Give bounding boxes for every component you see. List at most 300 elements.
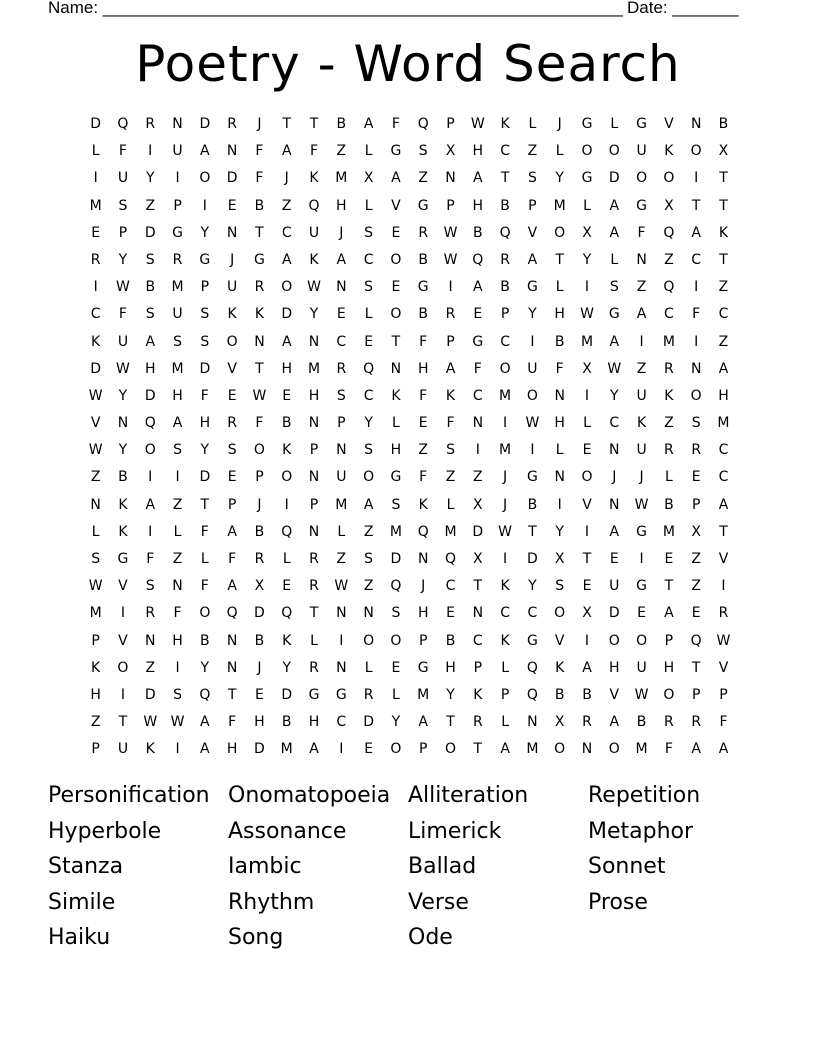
- grid-letter: D: [281, 686, 293, 703]
- grid-letter: A: [473, 170, 483, 187]
- grid-letter: R: [718, 605, 729, 622]
- grid-letter: D: [90, 116, 102, 132]
- grid-letter: A: [227, 523, 237, 540]
- grid-letter: E: [91, 224, 101, 241]
- grid-letter: D: [226, 170, 238, 187]
- grid-letter: R: [172, 251, 183, 268]
- grid-letter: A: [664, 605, 674, 622]
- grid-letter: T: [500, 170, 510, 187]
- grid-letter: S: [145, 306, 155, 323]
- grid-letter: Z: [172, 551, 183, 567]
- grid-letter: K: [664, 143, 674, 160]
- grid-letter: T: [309, 116, 319, 132]
- grid-letter: A: [145, 496, 156, 513]
- grid-letter: N: [308, 415, 320, 432]
- grid-letter: E: [364, 741, 374, 758]
- grid-letter: B: [200, 632, 210, 649]
- grid-letter: R: [691, 442, 702, 459]
- grid-letter: T: [255, 224, 264, 241]
- grid-letter: D: [90, 360, 102, 377]
- grid-letter: X: [718, 143, 729, 160]
- grid-letter: I: [503, 551, 508, 567]
- grid-letter: Q: [117, 116, 129, 132]
- grid-letter: E: [691, 469, 701, 486]
- grid-letter: Y: [528, 306, 537, 323]
- grid-letter: L: [501, 659, 509, 676]
- grid-letter: I: [530, 442, 535, 459]
- grid-letter: E: [364, 333, 374, 350]
- grid-letter: F: [419, 387, 428, 404]
- grid-letter: Z: [363, 578, 374, 595]
- word-list-item: Haiku: [48, 925, 111, 951]
- grid-letter: B: [254, 523, 265, 540]
- grid-letter: T: [446, 714, 455, 731]
- grid-letter: A: [500, 741, 510, 758]
- grid-letter: Y: [200, 442, 210, 459]
- grid-letter: O: [363, 469, 375, 486]
- grid-letter: L: [664, 469, 673, 486]
- grid-letter: V: [227, 360, 237, 377]
- grid-letter: Z: [664, 415, 674, 432]
- grid-letter: A: [200, 143, 210, 160]
- grid-letter: B: [664, 496, 674, 513]
- grid-letter: V: [118, 578, 128, 595]
- grid-letter: C: [500, 333, 510, 350]
- grid-letter: Y: [364, 415, 373, 432]
- grid-letter: L: [364, 659, 373, 676]
- grid-letter: Q: [363, 360, 375, 377]
- grid-letter: K: [418, 496, 428, 513]
- grid-letter: J: [339, 224, 344, 241]
- grid-letter: F: [446, 415, 455, 432]
- grid-letter: N: [226, 632, 238, 649]
- grid-letter: J: [639, 469, 644, 486]
- grid-letter: G: [254, 251, 265, 268]
- grid-letter: S: [173, 442, 182, 459]
- grid-letter: T: [391, 333, 401, 350]
- grid-letter: F: [664, 741, 673, 758]
- grid-letter: S: [145, 251, 155, 268]
- grid-letter: U: [527, 360, 538, 377]
- grid-letter: P: [337, 415, 346, 432]
- grid-letter: N: [308, 333, 320, 350]
- grid-letter: B: [554, 333, 565, 350]
- grid-letter: L: [337, 523, 346, 540]
- grid-letter: O: [690, 143, 702, 160]
- grid-letter: O: [199, 170, 211, 187]
- grid-letter: D: [199, 360, 211, 377]
- grid-letter: Q: [308, 197, 320, 214]
- grid-letter: A: [718, 741, 729, 758]
- grid-letter: P: [664, 632, 674, 649]
- grid-letter: J: [284, 170, 289, 187]
- grid-letter: A: [172, 415, 183, 432]
- grid-letter: R: [309, 551, 319, 567]
- grid-letter: V: [718, 659, 729, 676]
- grid-letter: T: [719, 251, 728, 268]
- word-list-item: Stanza: [48, 854, 124, 880]
- grid-letter: T: [118, 714, 128, 731]
- grid-letter: W: [88, 442, 103, 459]
- grid-letter: B: [500, 279, 510, 296]
- grid-letter: H: [281, 360, 292, 377]
- grid-letter: Q: [226, 605, 238, 622]
- grid-letter: X: [582, 224, 592, 241]
- grid-letter: F: [200, 578, 209, 595]
- grid-letter: E: [282, 387, 292, 404]
- grid-letter: A: [718, 360, 729, 377]
- grid-letter: T: [555, 251, 564, 268]
- grid-letter: A: [691, 224, 701, 241]
- grid-letter: K: [664, 387, 674, 404]
- grid-letter: G: [390, 469, 402, 486]
- grid-letter: O: [581, 469, 593, 486]
- grid-letter: Z: [473, 469, 483, 486]
- grid-letter: G: [636, 523, 648, 540]
- grid-letter: K: [282, 632, 292, 649]
- grid-letter: K: [718, 224, 729, 241]
- grid-letter: E: [227, 387, 237, 404]
- grid-letter: W: [116, 360, 130, 377]
- grid-letter: Q: [390, 578, 402, 595]
- grid-letter: C: [281, 224, 292, 241]
- grid-letter: L: [555, 442, 564, 459]
- grid-letter: I: [284, 496, 289, 513]
- grid-letter: D: [144, 387, 156, 404]
- grid-letter: K: [91, 659, 101, 676]
- grid-letter: D: [254, 605, 265, 622]
- grid-letter: O: [554, 224, 566, 241]
- grid-letter: E: [418, 415, 428, 432]
- grid-letter: W: [580, 306, 594, 323]
- grid-letter: R: [418, 224, 429, 241]
- grid-letter: K: [118, 523, 128, 540]
- grid-letter: T: [473, 578, 483, 595]
- grid-letter: L: [392, 415, 400, 432]
- grid-letter: M: [280, 741, 293, 758]
- grid-letter: H: [172, 632, 183, 649]
- grid-letter: C: [718, 469, 729, 486]
- grid-letter: U: [172, 306, 183, 323]
- grid-letter: P: [91, 632, 100, 649]
- grid-letter: K: [254, 306, 265, 323]
- grid-letter: I: [148, 469, 153, 486]
- grid-letter: W: [334, 578, 349, 595]
- grid-letter: E: [227, 197, 237, 214]
- grid-letter: L: [610, 251, 619, 268]
- grid-letter: H: [199, 415, 211, 432]
- name-field-line: Name: _______________________________________________________: [48, 0, 623, 17]
- grid-letter: E: [473, 306, 483, 323]
- grid-letter: S: [200, 306, 210, 323]
- word-list-item: Song: [228, 925, 284, 951]
- grid-letter: Q: [199, 686, 211, 703]
- grid-letter: Z: [336, 551, 347, 567]
- grid-letter: C: [363, 251, 374, 268]
- grid-letter: N: [336, 442, 347, 459]
- grid-letter: H: [144, 360, 156, 377]
- grid-letter: V: [609, 686, 620, 703]
- grid-letter: G: [581, 116, 593, 132]
- grid-letter: I: [694, 279, 699, 296]
- grid-letter: R: [227, 415, 237, 432]
- grid-letter: N: [336, 605, 347, 622]
- grid-letter: A: [281, 143, 292, 160]
- grid-letter: R: [227, 116, 237, 132]
- grid-letter: V: [391, 197, 401, 214]
- grid-letter: V: [718, 551, 729, 567]
- grid-letter: G: [417, 279, 429, 296]
- grid-letter: F: [719, 714, 728, 731]
- grid-letter: K: [309, 251, 319, 268]
- grid-letter: Y: [528, 578, 537, 595]
- word-list-item: Personification: [48, 783, 210, 808]
- grid-letter: I: [694, 170, 699, 187]
- grid-letter: O: [608, 741, 620, 758]
- grid-letter: I: [448, 279, 453, 296]
- grid-letter: T: [309, 605, 319, 622]
- word-list-item: Metaphor: [588, 818, 694, 844]
- grid-letter: S: [364, 442, 374, 459]
- grid-letter: S: [227, 442, 237, 459]
- grid-letter: G: [526, 469, 538, 486]
- grid-letter: D: [144, 224, 156, 241]
- grid-letter: C: [691, 251, 702, 268]
- grid-letter: A: [281, 251, 292, 268]
- grid-letter: I: [557, 496, 562, 513]
- grid-letter: D: [363, 714, 374, 731]
- grid-letter: E: [227, 469, 237, 486]
- grid-letter: R: [254, 279, 265, 296]
- grid-letter: X: [582, 605, 592, 622]
- grid-letter: A: [609, 197, 620, 214]
- grid-letter: R: [254, 551, 265, 567]
- grid-letter: P: [309, 442, 319, 459]
- grid-letter: A: [582, 659, 592, 676]
- grid-letter: T: [582, 551, 592, 567]
- grid-letter: P: [446, 333, 455, 350]
- grid-letter: A: [473, 279, 483, 296]
- grid-letter: P: [500, 306, 510, 323]
- grid-letter: G: [417, 197, 429, 214]
- grid-letter: F: [255, 415, 264, 432]
- grid-letter: V: [664, 116, 674, 132]
- grid-letter: N: [363, 605, 374, 622]
- grid-letter: J: [421, 578, 426, 595]
- grid-letter: I: [175, 469, 180, 486]
- grid-letter: O: [554, 605, 566, 622]
- grid-letter: N: [636, 251, 647, 268]
- grid-letter: O: [226, 333, 238, 350]
- grid-letter: I: [175, 170, 180, 187]
- grid-letter: O: [444, 741, 457, 758]
- grid-letter: M: [417, 686, 430, 703]
- grid-letter: R: [664, 714, 674, 731]
- grid-letter: N: [472, 415, 484, 432]
- grid-letter: U: [636, 143, 647, 160]
- grid-letter: C: [363, 387, 374, 404]
- grid-letter: L: [91, 143, 100, 160]
- grid-letter: S: [391, 496, 401, 513]
- grid-letter: S: [418, 143, 428, 160]
- grid-letter: L: [610, 116, 619, 132]
- grid-letter: U: [636, 387, 647, 404]
- grid-letter: E: [391, 659, 401, 676]
- grid-letter: T: [227, 686, 237, 703]
- grid-letter: J: [230, 251, 235, 268]
- grid-letter: J: [557, 116, 562, 132]
- grid-letter: L: [364, 306, 373, 323]
- grid-letter: K: [500, 632, 510, 649]
- grid-letter: Z: [418, 170, 428, 187]
- grid-letter: O: [390, 632, 402, 649]
- grid-letter: Z: [718, 279, 729, 296]
- grid-letter: K: [227, 306, 237, 323]
- grid-letter: A: [309, 741, 319, 758]
- grid-letter: M: [89, 197, 102, 214]
- grid-letter: L: [200, 551, 209, 567]
- grid-letter: I: [694, 333, 699, 350]
- grid-letter: M: [526, 741, 539, 758]
- grid-letter: H: [554, 415, 565, 432]
- grid-letter: F: [118, 306, 127, 323]
- grid-letter: Y: [446, 686, 455, 703]
- grid-letter: I: [584, 632, 590, 649]
- grid-letter: Z: [445, 469, 456, 486]
- grid-letter: O: [608, 632, 620, 649]
- grid-letter: B: [500, 197, 510, 214]
- grid-letter: Y: [145, 170, 155, 187]
- grid-letter: Q: [417, 523, 429, 540]
- grid-letter: B: [527, 496, 538, 513]
- grid-letter: S: [173, 686, 182, 703]
- grid-letter: O: [663, 170, 675, 187]
- grid-letter: F: [255, 143, 264, 160]
- grid-letter: I: [584, 279, 590, 296]
- grid-letter: Z: [90, 714, 101, 731]
- grid-letter: Q: [472, 251, 484, 268]
- grid-letter: Z: [636, 360, 647, 377]
- grid-letter: K: [145, 741, 155, 758]
- grid-letter: U: [117, 333, 129, 350]
- grid-letter: M: [171, 279, 184, 296]
- grid-letter: U: [336, 469, 347, 486]
- grid-letter: R: [664, 360, 674, 377]
- grid-letter: P: [173, 197, 182, 214]
- grid-letter: G: [335, 686, 347, 703]
- grid-letter: Z: [281, 197, 292, 214]
- grid-letter: W: [634, 496, 649, 513]
- grid-letter: F: [146, 551, 155, 567]
- grid-letter: M: [89, 605, 102, 622]
- grid-letter: E: [446, 605, 455, 622]
- grid-letter: B: [145, 279, 156, 296]
- grid-letter: A: [609, 714, 620, 731]
- word-list-item: Rhythm: [228, 889, 315, 915]
- grid-letter: U: [636, 442, 647, 459]
- grid-letter: F: [200, 523, 209, 540]
- grid-letter: A: [363, 496, 374, 513]
- word-list-item: Ode: [408, 925, 453, 951]
- grid-letter: L: [501, 714, 509, 731]
- grid-letter: N: [390, 360, 402, 377]
- grid-letter: R: [90, 251, 101, 268]
- word-list-item: Verse: [408, 889, 469, 915]
- grid-letter: W: [88, 387, 103, 404]
- grid-letter: H: [336, 197, 347, 214]
- grid-letter: H: [308, 714, 320, 731]
- grid-letter: I: [202, 197, 207, 214]
- grid-letter: Q: [281, 523, 293, 540]
- grid-letter: F: [692, 306, 701, 323]
- grid-letter: T: [664, 578, 674, 595]
- grid-letter: Y: [582, 251, 592, 268]
- grid-letter: R: [691, 714, 702, 731]
- grid-letter: P: [255, 469, 264, 486]
- grid-letter: W: [607, 360, 622, 377]
- grid-letter: A: [336, 251, 347, 268]
- grid-letter: P: [446, 116, 455, 132]
- grid-letter: A: [527, 251, 538, 268]
- grid-letter: I: [93, 279, 98, 296]
- grid-letter: D: [199, 469, 211, 486]
- grid-letter: W: [116, 279, 130, 296]
- word-list: [48, 778, 778, 956]
- grid-letter: T: [691, 197, 701, 214]
- grid-letter: C: [609, 415, 620, 432]
- grid-letter: X: [691, 523, 701, 540]
- grid-letter: O: [281, 469, 293, 486]
- grid-letter: X: [554, 551, 565, 567]
- grid-letter: R: [363, 686, 374, 703]
- grid-letter: H: [663, 659, 675, 676]
- grid-letter: L: [364, 143, 373, 160]
- grid-letter: O: [636, 170, 648, 187]
- grid-letter: F: [228, 714, 237, 731]
- grid-letter: O: [117, 659, 129, 676]
- grid-letter: K: [118, 496, 128, 513]
- grid-letter: M: [444, 523, 457, 540]
- grid-letter: E: [582, 442, 592, 459]
- grid-letter: E: [691, 605, 701, 622]
- grid-letter: Y: [555, 170, 564, 187]
- grid-letter: A: [445, 360, 456, 377]
- grid-letter: S: [609, 279, 619, 296]
- grid-letter: K: [473, 686, 483, 703]
- grid-letter: Z: [691, 578, 701, 595]
- grid-letter: F: [118, 143, 127, 160]
- grid-letter: N: [172, 116, 183, 132]
- grid-letter: M: [580, 333, 594, 350]
- grid-letter: M: [717, 415, 730, 432]
- grid-letter: N: [554, 469, 565, 486]
- grid-letter: B: [281, 415, 292, 432]
- grid-letter: G: [390, 143, 402, 160]
- grid-letter: I: [175, 659, 180, 676]
- grid-letter: S: [336, 387, 346, 404]
- grid-letter: P: [418, 632, 428, 649]
- grid-letter: J: [612, 469, 617, 486]
- grid-letter: G: [636, 116, 648, 132]
- grid-letter: Q: [281, 605, 293, 622]
- date-field-line: Date: _______: [627, 0, 739, 17]
- grid-letter: H: [308, 387, 320, 404]
- grid-letter: I: [120, 605, 126, 622]
- grid-letter: H: [472, 143, 484, 160]
- grid-letter: Z: [336, 143, 347, 160]
- grid-letter: Q: [526, 686, 538, 703]
- grid-letter: S: [118, 197, 128, 214]
